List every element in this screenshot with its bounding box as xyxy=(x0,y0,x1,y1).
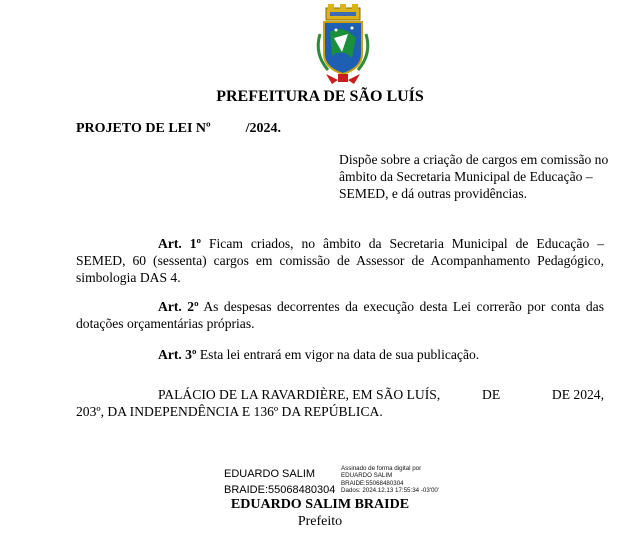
coat-of-arms-icon xyxy=(312,4,374,86)
article-2-text: As despesas decorrentes da execução desta Lei correrão por conta das dotações orçamentárias próprias. xyxy=(76,299,604,331)
article-2 xyxy=(76,298,604,332)
bill-label: PROJETO DE LEI Nº xyxy=(76,121,211,136)
closing-date-end: DE 2024, xyxy=(551,387,604,402)
signer-name: EDUARDO SALIM BRAIDE xyxy=(230,497,410,512)
signature-info-line: Dados: 2024.12.13 17:55:34 -03'00' xyxy=(341,487,440,495)
article-1 xyxy=(76,235,604,286)
article-2-label: Art. 2º xyxy=(158,299,199,314)
bill-summary: Dispõe sobre a criação de cargos em comissão no âmbito da Secretaria Municipal de Educação – SEMED, e dá outras providências. xyxy=(339,152,609,201)
closing-line-2: 203º, DA INDEPENDÊNCIA E 136º DA REPÚBLICA. xyxy=(76,404,383,419)
signature-info-line: EDUARDO SALIM xyxy=(341,472,393,480)
digital-signature-name xyxy=(224,466,335,498)
digital-signature-info xyxy=(341,465,439,495)
article-1-text: Ficam criados, no âmbito da Secretaria Municipal de Educação – SEMED, 60 (sessenta) cargos em comissão de Assessor de Acompanhamento Pedagógico, simbologia DAS 4. xyxy=(76,236,604,285)
digital-signature-name-line-2: BRAIDE:55068480304 xyxy=(224,484,336,496)
closing-de: DE xyxy=(482,387,501,402)
digital-signature-name-line-1: EDUARDO SALIM xyxy=(224,468,316,480)
article-3-label: Art. 3º xyxy=(158,347,197,362)
bill-year: /2024. xyxy=(245,121,282,136)
page-title: PREFEITURA DE SÃO LUÍS xyxy=(216,88,424,105)
bill-number xyxy=(76,121,281,137)
signer-title: Prefeito xyxy=(297,514,343,529)
article-3-text: Esta lei entrará em vigor na data de sua publicação. xyxy=(199,347,480,362)
article-3 xyxy=(76,346,604,363)
signature-info-line: Assinado de forma digital por xyxy=(341,465,422,472)
article-1-label: Art. 1º xyxy=(158,236,202,251)
signature-info-line: BRAIDE:55068480304 xyxy=(341,479,404,487)
closing-place: PALÁCIO DE LA RAVARDIÈRE, EM SÃO LUÍS, xyxy=(158,387,441,402)
